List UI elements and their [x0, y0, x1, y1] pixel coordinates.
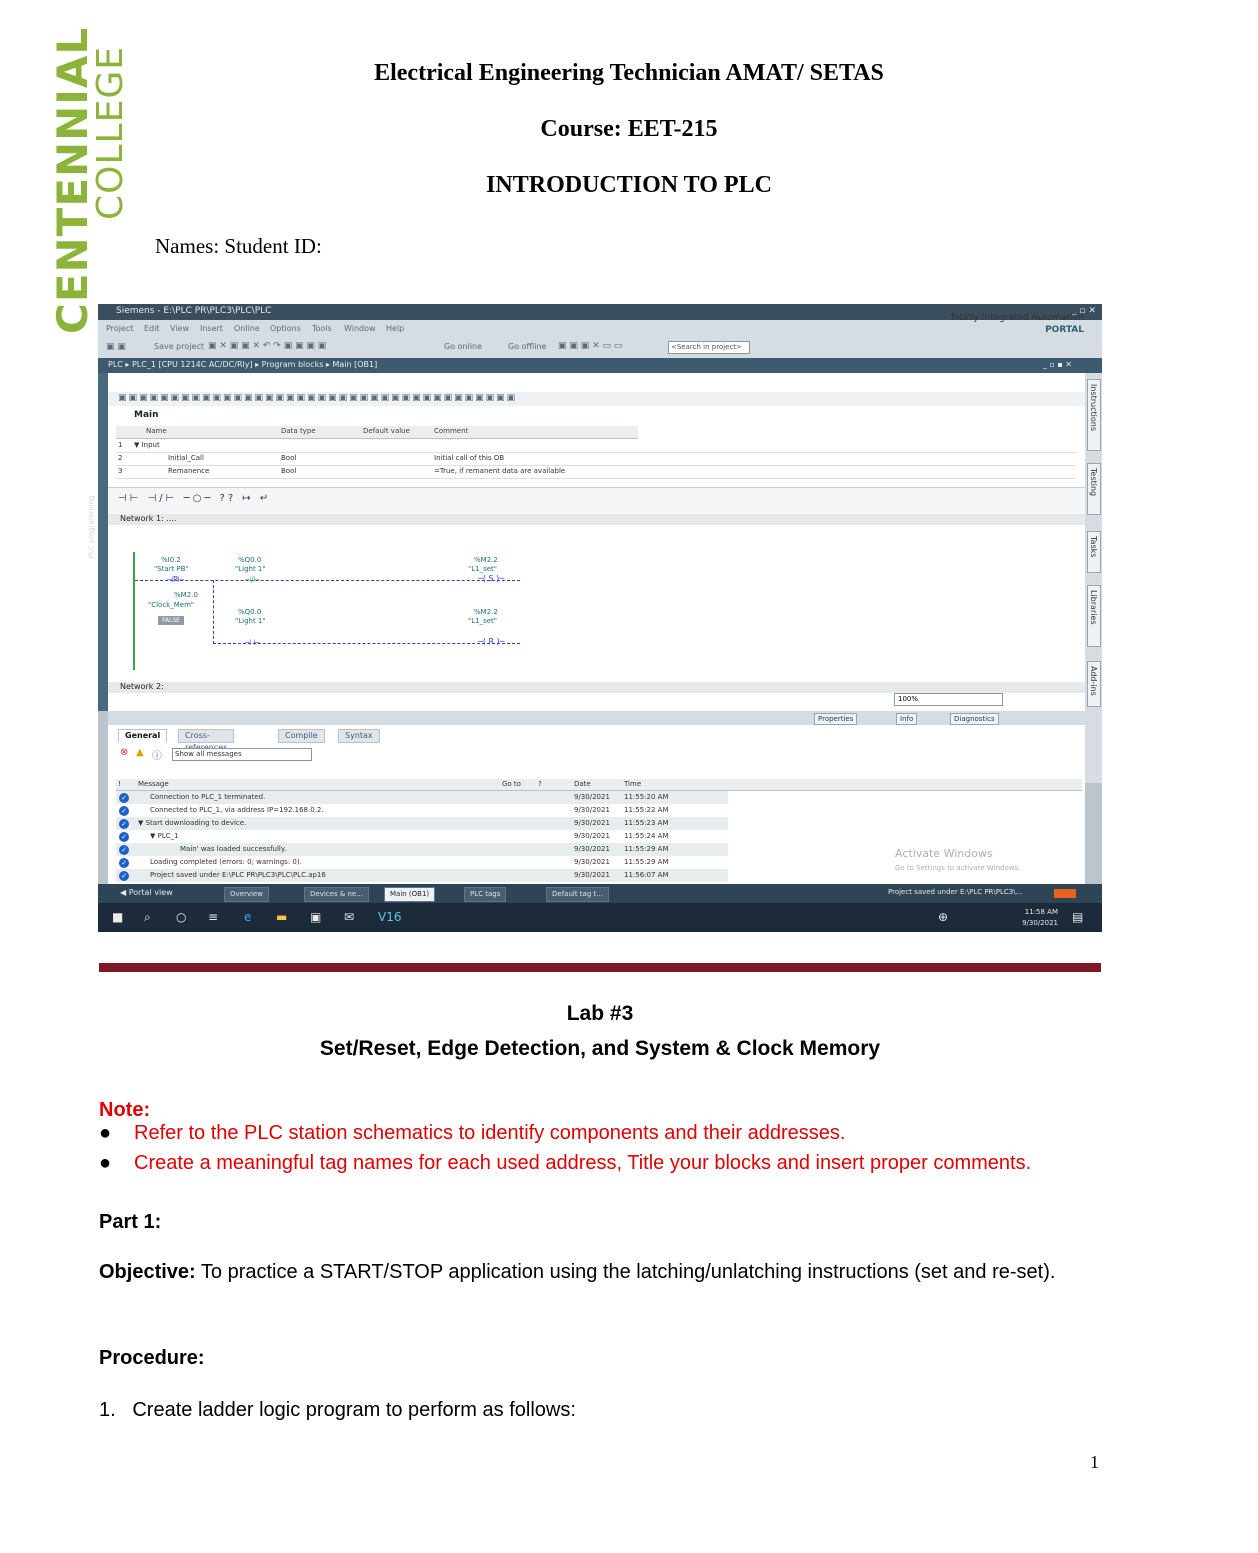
iface-row-type: Bool	[281, 467, 297, 475]
message-row: ✓ Loading completed (errors: 0; warnings: 0). 9/30/2021 11:55:29 AM	[116, 856, 728, 869]
iface-row-num: 3	[118, 467, 123, 475]
window-title: Siemens - E:\PLC PR\PLC3\PLC\PLC	[116, 306, 272, 316]
menu-bar	[98, 313, 1102, 340]
ok-icon: ✓	[119, 858, 129, 868]
msg-col-severity: !	[118, 780, 121, 788]
messages-header	[116, 779, 1082, 791]
mail-icon: ✉	[344, 910, 355, 924]
section-divider	[99, 963, 1101, 972]
contact-light-address: %Q0.0	[238, 556, 262, 564]
message-filter-select: Show all messages	[172, 748, 312, 761]
contact-light2-symbol: ⊣ ⊢	[244, 638, 261, 647]
portal-view-button: ◀ Portal view	[120, 888, 173, 897]
iface-row	[116, 465, 1076, 479]
tia-portal-icon: V16	[378, 910, 402, 924]
editor-toolbar-icons: ▣▣▣▣▣▣▣▣▣▣▣▣▣▣▣▣▣▣▣▣▣▣▣▣▣▣▣▣▣▣▣▣▣▣▣▣▣▣	[118, 393, 518, 403]
menu-help: Help	[386, 324, 405, 333]
clock-date: 9/30/2021	[1022, 919, 1058, 927]
contact-light-tag: "Light 1"	[235, 565, 266, 573]
msg-col-goto: Go to	[502, 780, 521, 788]
objective-text: To practice a START/STOP application using the latching/unlatching instructions (set and re-set).	[195, 1261, 1056, 1283]
portal-view-bar	[98, 884, 1102, 903]
page-number: 1	[1090, 1452, 1099, 1472]
progress-indicator	[1054, 889, 1076, 898]
coil-reset-address: %M2.2	[474, 608, 498, 616]
iface-row-name: Remanence	[168, 467, 210, 475]
tab-tasks: Tasks	[1087, 531, 1101, 573]
message-row: ✓ ▼ PLC_1 9/30/2021 11:55:24 AM	[116, 830, 728, 843]
note-bullet-text: Refer to the PLC station schematics to identify components and their addresses.	[134, 1122, 846, 1144]
portal-tab-overview: Overview	[224, 887, 269, 902]
editor-breadcrumb	[98, 358, 1102, 373]
ok-icon: ✓	[119, 832, 129, 842]
task-view-icon: ○	[176, 910, 187, 924]
task-cards	[1085, 373, 1102, 783]
msg-col-message: Message	[138, 780, 169, 788]
menu-insert: Insert	[200, 324, 223, 333]
program-editor	[108, 373, 1085, 711]
portal-tab-plc-tags: PLC tags	[464, 887, 506, 902]
network-2-header	[108, 682, 1085, 693]
step-number: 1.	[99, 1399, 116, 1421]
file-explorer-icon: ▬	[276, 910, 288, 924]
info-filter-icon: ⓘ	[152, 751, 162, 762]
editor-window-controls: _ ▫ ▪ ✕	[1042, 360, 1072, 369]
contact-start-tag: "Start PB"	[154, 565, 189, 573]
menu-project: Project	[106, 324, 134, 333]
ok-icon: ✓	[119, 871, 129, 881]
coil-set-address: %M2.2	[474, 556, 498, 564]
course-title: INTRODUCTION TO PLC	[486, 172, 772, 198]
main-toolbar	[98, 338, 1102, 358]
portal-tab-devices: Devices & ne...	[304, 887, 369, 902]
side-tab-label: PLC programming	[87, 495, 96, 559]
menu-edit: Edit	[144, 324, 160, 333]
search-icon: ⌕	[144, 910, 151, 924]
tab-testing: Testing	[1087, 463, 1101, 515]
network-icon: ⊕	[938, 910, 949, 924]
edge-browser-icon: e	[244, 910, 252, 924]
iface-col-datatype: Data type	[281, 427, 316, 435]
plc-programming-side-tab	[87, 373, 108, 711]
widgets-icon: ≡	[208, 910, 219, 924]
tab-syntax: Syntax	[338, 729, 380, 743]
iface-row-name: ▼ Input	[134, 441, 160, 449]
menu-online: Online	[234, 324, 260, 333]
iface-col-comment: Comment	[434, 427, 469, 435]
go-offline-button: Go offline	[508, 342, 547, 351]
project-search-input: <Search in project>	[668, 341, 750, 354]
program-title: Electrical Engineering Technician AMAT/ SETAS	[374, 60, 884, 86]
diagnostics-button: Diagnostics	[950, 713, 999, 725]
tab-add-ins: Add-ins	[1087, 661, 1101, 707]
start-icon: ■	[112, 910, 124, 924]
contact-light-symbol: ⊣/⊢	[244, 575, 261, 584]
message-row: ✓ ▼ Start downloading to device. 9/30/2021 11:55:23 AM	[116, 817, 728, 830]
msg-col-date: Date	[574, 780, 591, 788]
misc-icons: ▣ ▣ ▣ ✕ ▭ ▭	[558, 341, 623, 351]
portal-tab-main: Main (OB1)	[384, 887, 435, 902]
ok-icon: ✓	[119, 793, 129, 803]
tab-libraries: Libraries	[1087, 585, 1101, 647]
contact-clock-address: %M2.0	[174, 591, 198, 599]
iface-col-default: Default value	[363, 427, 410, 435]
message-row: ✓ Connected to PLC_1, via address IP=192.168.0.2. 9/30/2021 11:55:22 AM	[116, 804, 728, 817]
tab-compile: Compile	[278, 729, 325, 743]
portal-tab-default-tags: Default tag t...	[546, 887, 609, 902]
contact-light2-tag: "Light 1"	[235, 617, 266, 625]
error-filter-icon: ⊗	[120, 747, 129, 758]
system-clock	[1022, 907, 1058, 929]
iface-col-name: Name	[146, 427, 167, 435]
contact-start-symbol: ⊣P⊢	[166, 575, 185, 584]
menu-window: Window	[344, 324, 376, 333]
ok-icon: ✓	[119, 806, 129, 816]
network-2-title: Network 2:	[120, 682, 164, 691]
step-text: Create ladder logic program to perform as follows:	[132, 1399, 576, 1421]
coil-set-symbol: ─( S )─	[478, 574, 505, 583]
ok-icon: ✓	[119, 819, 129, 829]
ok-icon: ✓	[119, 845, 129, 855]
clock-time: 11:58 AM	[1024, 908, 1058, 916]
tia-brand	[950, 312, 1084, 336]
ladder-instruction-toolbar	[108, 487, 1085, 516]
inspector-title-bar	[108, 711, 1085, 725]
note-label: Note:	[99, 1099, 151, 1121]
note-bullet-text: Create a meaningful tag names for each used address, Title your blocks and insert proper comments.	[134, 1152, 1032, 1174]
brand-line1: Totally Integrated Automation	[949, 313, 1084, 323]
ladder-element-icons: ⊣⊢ ⊣/⊢ ─○─ ?? ↦ ↵	[118, 493, 272, 504]
iface-row-type: Bool	[281, 454, 297, 462]
objective-label: Objective:	[99, 1261, 196, 1283]
save-project-button: Save project	[154, 342, 204, 351]
store-icon: ▣	[310, 910, 322, 924]
lab-subtitle: Set/Reset, Edge Detection, and System & Clock Memory	[319, 1037, 881, 1060]
notifications-icon: ▤	[1072, 910, 1084, 924]
windows-taskbar	[98, 903, 1102, 932]
block-name: Main	[134, 410, 159, 420]
course-code: Course: EET-215	[540, 116, 718, 142]
edit-icons: ▣ ✕ ▣ ▣ ✕ ↶ ↷ ▣ ▣ ▣ ▣	[208, 341, 327, 351]
iface-row-num: 1	[118, 441, 123, 449]
activate-title: Activate Windows	[895, 847, 993, 860]
menu-view: View	[170, 324, 189, 333]
coil-reset-tag: "L1_set"	[468, 617, 497, 625]
tab-cross-references: Cross-	[178, 729, 234, 743]
iface-row-comment: Initial call of this OB	[434, 454, 505, 462]
menu-tools: Tools	[312, 324, 332, 333]
contact-clock-tag: "Clock_Mem"	[148, 601, 195, 609]
procedure-heading: Procedure:	[99, 1347, 205, 1369]
tab-instructions: Instructions	[1087, 379, 1101, 451]
objective	[99, 1256, 1099, 1288]
info-button: Info	[896, 713, 917, 725]
tab-general: General	[118, 729, 167, 743]
contact-light2-address: %Q0.0	[238, 608, 262, 616]
network-1-title: Network 1: ....	[120, 514, 177, 523]
branch-wire	[213, 580, 214, 644]
warning-filter-icon: ▲	[136, 747, 144, 758]
message-row: ✓ Project saved under E:\PLC PR\PLC3\PLC\PLC.ap16 9/30/2021 11:56:07 AM	[116, 869, 728, 882]
brand-line2: PORTAL	[1045, 325, 1084, 335]
bullet-icon: ●	[99, 1122, 112, 1144]
names-field: Names: Student ID:	[155, 234, 322, 258]
window-controls: _ ▫ ✕	[1072, 306, 1096, 316]
iface-row-name: Initial_Call	[168, 454, 204, 462]
rung-1-wire	[135, 580, 520, 581]
msg-col-help: ?	[538, 780, 542, 788]
iface-row	[116, 439, 1076, 453]
lab-number: Lab #3	[566, 1002, 634, 1025]
status-message: Project saved under E:\PLC PR\PLC3\...	[888, 888, 1023, 896]
coil-set-tag: "L1_set"	[468, 565, 497, 573]
part-heading: Part 1:	[99, 1211, 162, 1233]
bullet-icon: ●	[99, 1152, 112, 1174]
logo-text-centennial: CENTENNIAL	[48, 26, 97, 334]
menu-options: Options	[270, 324, 301, 333]
tia-portal-screenshot	[87, 304, 1102, 932]
procedure-step	[99, 1394, 576, 1426]
activate-windows-watermark	[895, 847, 1020, 875]
message-row: ✓ Main' was loaded successfully. 9/30/2021 11:55:29 AM	[116, 843, 728, 856]
message-row: ✓ Connection to PLC_1 terminated. 9/30/2021 11:55:20 AM	[116, 791, 728, 804]
interface-grid-header	[116, 426, 638, 439]
logo-text-college: COLLEGE	[90, 46, 131, 220]
iface-row	[116, 452, 1076, 466]
toolbar-icons: ▣ ▣	[106, 342, 126, 352]
msg-col-time: Time	[624, 780, 642, 788]
iface-row-comment: =True, if remanent data are available	[434, 467, 566, 475]
breadcrumb-text: PLC ▸ PLC_1 [CPU 1214C AC/DC/Rly] ▸ Program blocks ▸ Main [OB1]	[108, 360, 378, 369]
network-1-header	[108, 514, 1085, 525]
go-online-button: Go online	[444, 342, 483, 351]
iface-row-num: 2	[118, 454, 123, 462]
coil-reset-symbol: ─( R )─	[478, 637, 505, 646]
editor-toolbar	[108, 392, 1085, 406]
false-value-badge: FALSE	[158, 616, 184, 625]
power-rail	[133, 552, 135, 670]
contact-start-address: %I0.2	[161, 556, 181, 564]
activate-subtitle: Go to Settings to activate Windows.	[895, 864, 1021, 872]
zoom-select: 100%	[894, 693, 1003, 706]
properties-button: Properties	[814, 713, 857, 725]
